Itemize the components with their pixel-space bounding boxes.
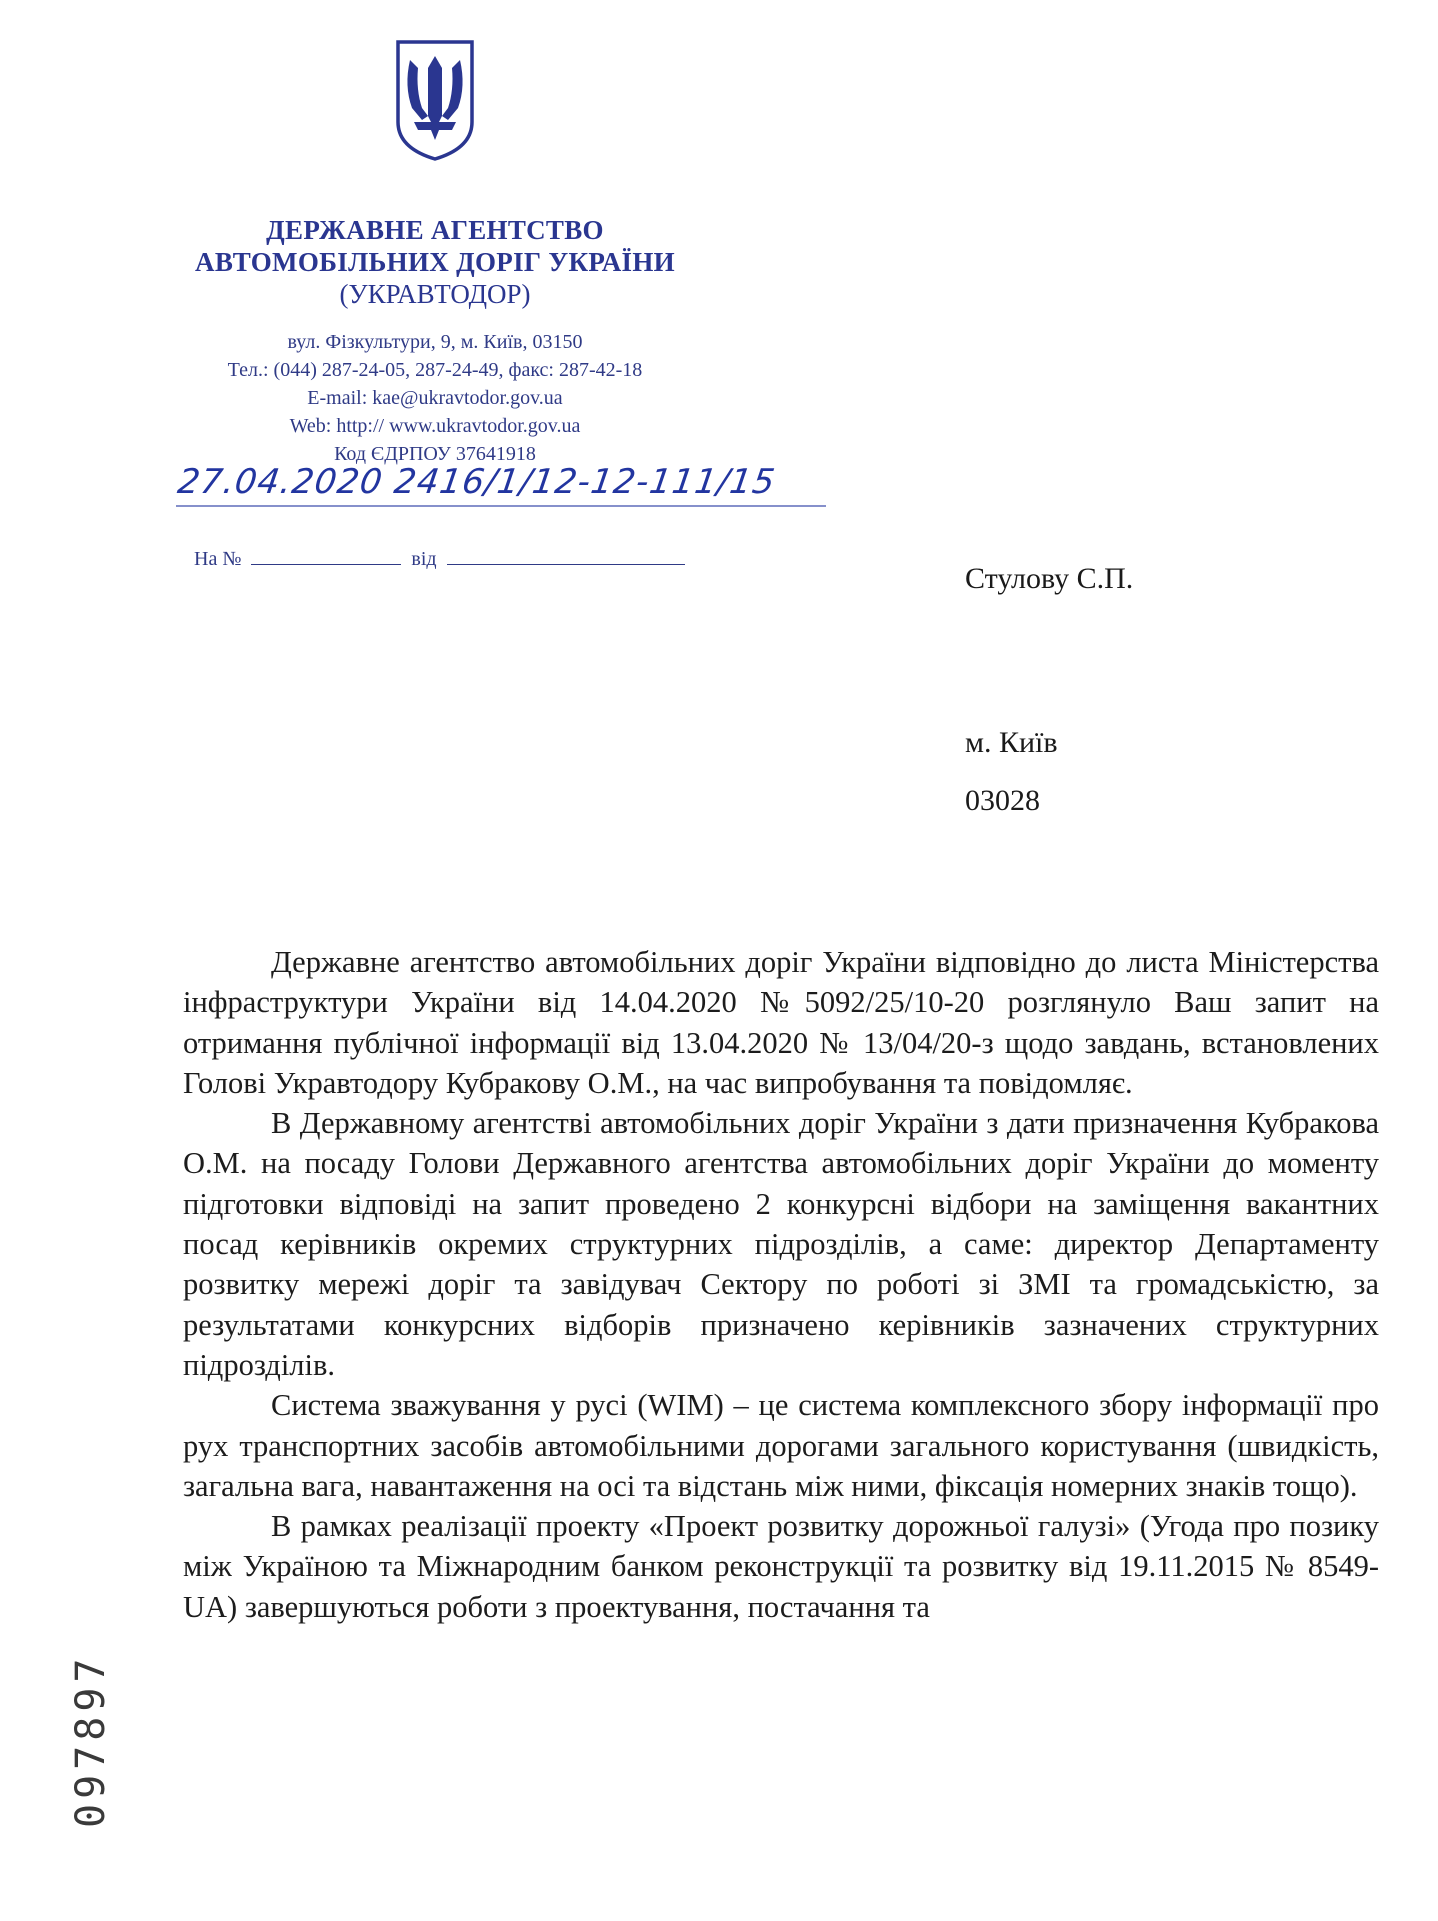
body-paragraph-3: Система зважування у русі (WIM) – це система комплексного збору інформації про рух транспортних засобів автомобільними дорогами загального користування (швидкість, загальна вага, навантаження на осі та відстань між ними, фіксація номерних знаків тощо). [183, 1388, 1379, 1503]
agency-name-line1: ДЕРЖАВНЕ АГЕНТСТВО [266, 215, 604, 245]
agency-web: Web: http:// www.ukravtodor.gov.ua [289, 415, 581, 437]
body-paragraph-2: В Державному агентстві автомобільних доріг України з дати призначення Кубракова О.М. на посаду Голови Державного агентства автомобільних доріг України до моменту підготовки відповіді на запит проведено 2 конкурсні відбори на заміщення вакантних посад керівників окремих структурних підрозділів, а саме: директор Департаменту розвитку мережі доріг та завідувач Сектору по роботі зі ЗМІ та громадськістю, за результатами конкурсних відборів призначено керівників зазначених структурних підрозділів. [183, 1106, 1379, 1382]
addressee-name: Стулову С.П. [965, 562, 1134, 595]
agency-phone: Тел.: (044) 287-24-05, 287-24-49, факс: 287-42-18 [227, 359, 643, 381]
reference-line [194, 548, 695, 571]
reference-from-blank [447, 563, 685, 565]
body-paragraph-1: Державне агентство автомобільних доріг України відповідно до листа Міністерства інфраструктури України від 14.04.2020 №5092/25/10-20 розглянуло Ваш запит на отримання публічної інформації від 13.04.2020 № 13/04/20-з щодо завдань, встановлених Голові Укравтодору Кубракову О.М., на час випробування та повідомляє. [183, 945, 1379, 1100]
tryzub-coat-of-arms-icon [392, 38, 478, 162]
agency-abbreviation: (УКРАВТОДОР) [339, 279, 531, 309]
addressee-city: м. Київ [965, 726, 1058, 759]
letter-body [183, 942, 1379, 1627]
agency-code: Код ЄДРПОУ 37641918 [334, 443, 536, 465]
agency-name-line2: АВТОМОБІЛЬНИХ ДОРІГ УКРАЇНИ [195, 247, 675, 277]
body-paragraph-4: В рамках реалізації проекту «Проект розвитку дорожньої галузі» (Угода про позику між Україною та Міжнародним банком реконструкції та розвитку від 19.11.2015 № 8549-UA) завершуються роботи з проектування, постачання та [183, 1509, 1379, 1624]
reference-no-blank [251, 563, 401, 565]
agency-address: вул. Фізкультури, 9, м. Київ, 03150 [287, 331, 583, 353]
addressee-zip: 03028 [965, 784, 1040, 817]
letterhead [150, 38, 720, 468]
agency-email: E-mail: kae@ukravtodor.gov.ua [307, 387, 563, 409]
handwritten-registration-number: 27.04.2020 2416/1/12-12-111/15 [175, 462, 779, 502]
reference-no-label: На № [194, 548, 242, 570]
vertical-stamp-number: 097897 [68, 1653, 114, 1828]
reference-from-label: від [411, 548, 437, 570]
registration-underline [176, 505, 826, 507]
